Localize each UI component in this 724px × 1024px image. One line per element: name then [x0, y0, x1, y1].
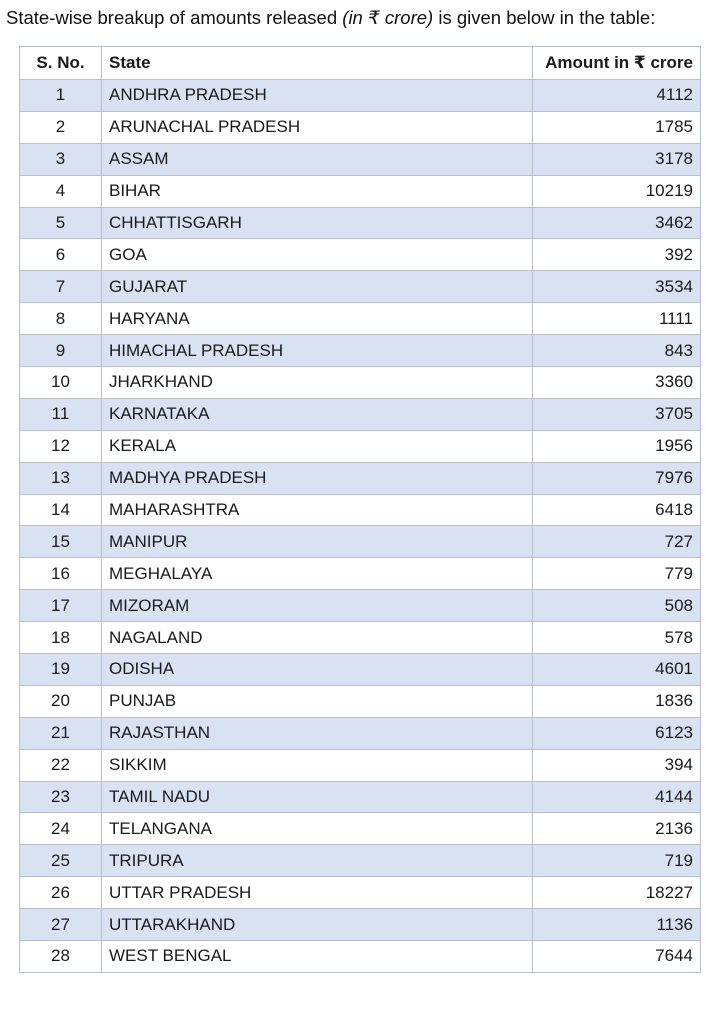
cell-state: RAJASTHAN [102, 717, 533, 749]
table-row [20, 717, 701, 749]
intro-before: State-wise breakup of amounts released [6, 7, 343, 28]
cell-state: UTTARAKHAND [102, 909, 533, 941]
table-row [20, 590, 701, 622]
table-row [20, 239, 701, 271]
cell-state: UTTAR PRADESH [102, 877, 533, 909]
cell-state: WEST BENGAL [102, 941, 533, 973]
cell-sno: 11 [20, 398, 102, 430]
table-row [20, 430, 701, 462]
cell-amount: 3705 [533, 398, 701, 430]
cell-state: ASSAM [102, 143, 533, 175]
header-amount: Amount in ₹ crore [533, 47, 701, 80]
cell-amount: 843 [533, 335, 701, 367]
intro-after: is given below in the table: [433, 7, 656, 28]
cell-sno: 4 [20, 175, 102, 207]
cell-sno: 1 [20, 80, 102, 112]
table-row [20, 494, 701, 526]
cell-amount: 1785 [533, 111, 701, 143]
table-row [20, 367, 701, 399]
cell-sno: 17 [20, 590, 102, 622]
cell-state: TELANGANA [102, 813, 533, 845]
cell-sno: 24 [20, 813, 102, 845]
table-header-row [20, 47, 701, 80]
cell-sno: 23 [20, 781, 102, 813]
cell-amount: 6418 [533, 494, 701, 526]
table-row [20, 271, 701, 303]
cell-sno: 19 [20, 654, 102, 686]
cell-amount: 4112 [533, 80, 701, 112]
table-row [20, 781, 701, 813]
cell-sno: 5 [20, 207, 102, 239]
cell-state: KERALA [102, 430, 533, 462]
cell-state: PUNJAB [102, 685, 533, 717]
table-row [20, 622, 701, 654]
table-row [20, 398, 701, 430]
table-row [20, 207, 701, 239]
intro-text [6, 4, 655, 32]
table-row [20, 462, 701, 494]
table-row [20, 877, 701, 909]
cell-state: HIMACHAL PRADESH [102, 335, 533, 367]
state-amount-table [19, 46, 701, 973]
cell-amount: 392 [533, 239, 701, 271]
cell-amount: 3178 [533, 143, 701, 175]
table-row [20, 813, 701, 845]
cell-amount: 4144 [533, 781, 701, 813]
cell-sno: 2 [20, 111, 102, 143]
cell-state: ARUNACHAL PRADESH [102, 111, 533, 143]
table-row [20, 303, 701, 335]
cell-amount: 7976 [533, 462, 701, 494]
cell-sno: 16 [20, 558, 102, 590]
table-row [20, 749, 701, 781]
table-row [20, 558, 701, 590]
table-row [20, 941, 701, 973]
cell-amount: 7644 [533, 941, 701, 973]
cell-sno: 27 [20, 909, 102, 941]
cell-state: MANIPUR [102, 526, 533, 558]
cell-amount: 578 [533, 622, 701, 654]
table-row [20, 654, 701, 686]
cell-state: GUJARAT [102, 271, 533, 303]
table-row [20, 685, 701, 717]
cell-state: MADHYA PRADESH [102, 462, 533, 494]
cell-amount: 1956 [533, 430, 701, 462]
header-state: State [102, 47, 533, 80]
cell-state: ANDHRA PRADESH [102, 80, 533, 112]
cell-amount: 1836 [533, 685, 701, 717]
cell-state: TAMIL NADU [102, 781, 533, 813]
cell-sno: 13 [20, 462, 102, 494]
header-sno: S. No. [20, 47, 102, 80]
cell-amount: 727 [533, 526, 701, 558]
cell-amount: 719 [533, 845, 701, 877]
cell-sno: 14 [20, 494, 102, 526]
cell-amount: 2136 [533, 813, 701, 845]
cell-state: BIHAR [102, 175, 533, 207]
table-row [20, 111, 701, 143]
cell-sno: 9 [20, 335, 102, 367]
cell-amount: 3462 [533, 207, 701, 239]
cell-sno: 21 [20, 717, 102, 749]
table-row [20, 335, 701, 367]
table-row [20, 143, 701, 175]
cell-sno: 7 [20, 271, 102, 303]
cell-state: MAHARASHTRA [102, 494, 533, 526]
cell-sno: 15 [20, 526, 102, 558]
cell-amount: 3534 [533, 271, 701, 303]
cell-amount: 3360 [533, 367, 701, 399]
cell-state: TRIPURA [102, 845, 533, 877]
table-body [20, 80, 701, 973]
table-row [20, 80, 701, 112]
cell-state: MEGHALAYA [102, 558, 533, 590]
cell-sno: 26 [20, 877, 102, 909]
table-row [20, 526, 701, 558]
cell-state: JHARKHAND [102, 367, 533, 399]
cell-amount: 10219 [533, 175, 701, 207]
cell-sno: 8 [20, 303, 102, 335]
intro-unit: (in ₹ crore) [342, 7, 434, 28]
cell-state: KARNATAKA [102, 398, 533, 430]
cell-sno: 12 [20, 430, 102, 462]
cell-sno: 20 [20, 685, 102, 717]
cell-state: MIZORAM [102, 590, 533, 622]
cell-amount: 1111 [533, 303, 701, 335]
table-row [20, 175, 701, 207]
cell-sno: 22 [20, 749, 102, 781]
cell-amount: 4601 [533, 654, 701, 686]
cell-sno: 25 [20, 845, 102, 877]
cell-amount: 1136 [533, 909, 701, 941]
cell-state: GOA [102, 239, 533, 271]
cell-sno: 3 [20, 143, 102, 175]
cell-sno: 10 [20, 367, 102, 399]
cell-sno: 28 [20, 941, 102, 973]
cell-amount: 18227 [533, 877, 701, 909]
cell-amount: 508 [533, 590, 701, 622]
cell-amount: 779 [533, 558, 701, 590]
cell-state: SIKKIM [102, 749, 533, 781]
cell-amount: 394 [533, 749, 701, 781]
cell-amount: 6123 [533, 717, 701, 749]
cell-sno: 18 [20, 622, 102, 654]
cell-state: NAGALAND [102, 622, 533, 654]
cell-state: HARYANA [102, 303, 533, 335]
table-row [20, 845, 701, 877]
cell-state: ODISHA [102, 654, 533, 686]
cell-sno: 6 [20, 239, 102, 271]
table-row [20, 909, 701, 941]
cell-state: CHHATTISGARH [102, 207, 533, 239]
